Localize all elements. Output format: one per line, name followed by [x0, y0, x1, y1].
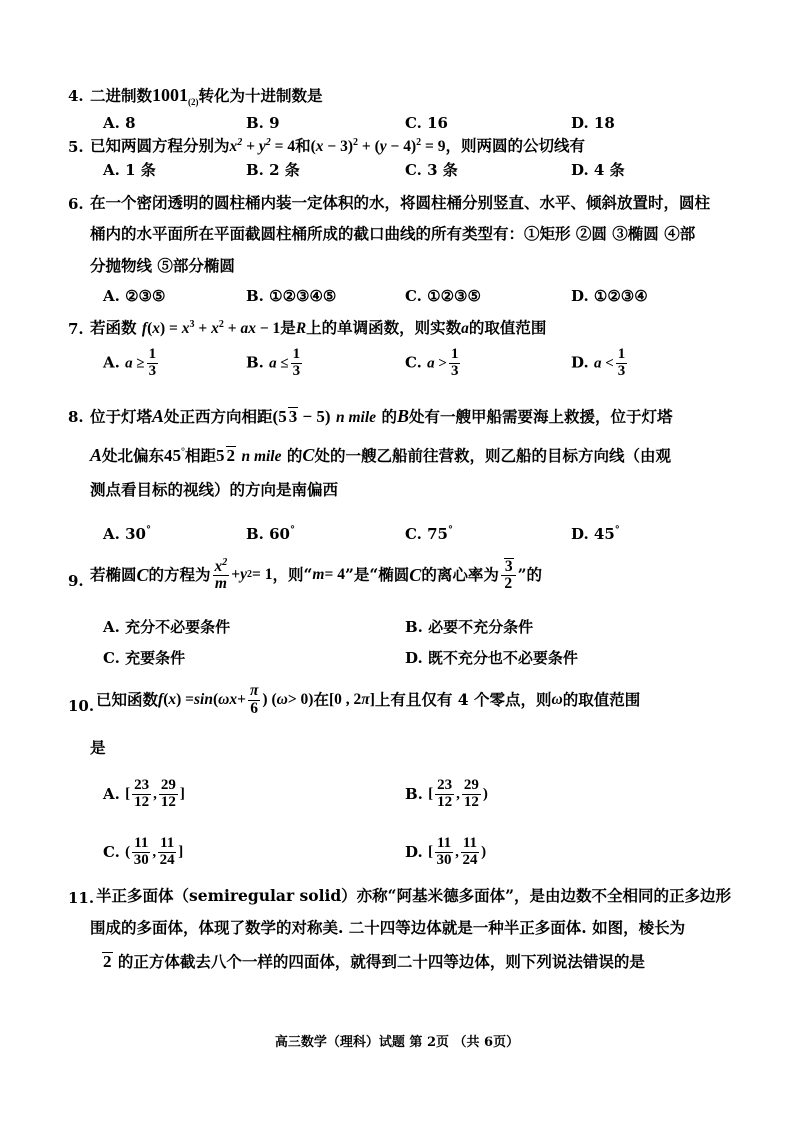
- option-d: D. 4 条: [571, 161, 625, 179]
- option-a: A. [ $\frac{23}{12}$ , $\frac{29}{12}$ ]: [103, 776, 185, 810]
- question-number: 9.: [68, 572, 84, 590]
- question-stem-line: 桶内的水平面所在平面截圆柱桶所成的截口曲线的所有类型有：①矩形 ②圆 ③椭圆 ④部: [90, 224, 696, 243]
- option-b: B. a ≤ $\frac{1}{3}$: [246, 346, 301, 379]
- question-number: 11.: [68, 889, 95, 907]
- question-number: 5.: [68, 138, 84, 156]
- question-number: 8.: [68, 408, 84, 426]
- question-stem: 已知两圆方程分别为$x^2 + y^2 = 4$和$(x - 3)^2 + (y - 4)^2 = 9$，则两圆的公切线有: [90, 136, 586, 156]
- option-b: B. [ $\frac{23}{12}$ , $\frac{29}{12}$ ): [405, 776, 488, 810]
- question-stem-line: 是: [90, 738, 106, 757]
- option-c: C. 16: [405, 114, 448, 132]
- question-number: 10.: [68, 697, 95, 715]
- option-a: A. 1 条: [103, 161, 156, 179]
- option-c: C. 充要条件: [103, 649, 186, 667]
- question-stem-line: 2 的正方体截去八个一样的四面体，就得到二十四等边体，则下列说法错误的是: [103, 952, 645, 971]
- option-b: B. 2 条: [246, 161, 300, 179]
- option-b: B. 60°: [246, 525, 295, 543]
- question-stem: 二进制数$1001_{(2)}$转化为十进制数是: [90, 85, 323, 108]
- option-a: A. 30°: [103, 525, 151, 543]
- option-a: A. a ≥ $\frac{1}{3}$: [103, 346, 157, 379]
- question-stem-line: 测点看目标的视线）的方向是南偏西: [90, 480, 339, 499]
- option-c: C. 3 条: [405, 161, 458, 179]
- option-a: A. 充分不必要条件: [103, 618, 231, 636]
- question-stem: 若椭圆 C 的方程为 $\frac{x^2}{m}$ + y 2 = 1 ，则“ m = 4 ”是“椭圆 C 的离心率为 $\frac{3}{2}$ ”的: [90, 556, 542, 593]
- option-d: D. ①②③④: [571, 287, 648, 305]
- option-c: C. a > $\frac{1}{3}$: [405, 346, 459, 379]
- question-stem-line: 在一个密闭透明的圆柱桶内装一定体积的水，将圆柱桶分别竖直、水平、倾斜放置时，圆柱: [90, 193, 711, 212]
- question-stem-line: 分抛物线 ⑤部分椭圆: [90, 256, 235, 275]
- option-a: A. 8: [103, 114, 136, 132]
- question-stem: 若函数 $f(x) = x^3 + x^2$ + ax − 1是R上的单调函数，则实数a的取值范围: [90, 318, 547, 338]
- option-c: C. ( $\frac{11}{30}$ , $\frac{11}{24}$ ]: [103, 834, 184, 868]
- question-stem-line: 半正多面体（semiregular solid）亦称“阿基米德多面体”，是由边数不全相同的正多边形: [96, 886, 732, 905]
- question-stem-line: A处北偏东45°相距5 2 n mile 的C处的一艘乙船前往营救，则乙船的目标方向线（由观: [90, 445, 671, 465]
- option-b: B. 9: [246, 114, 280, 132]
- option-d: D. [ $\frac{11}{30}$ , $\frac{11}{24}$ ): [405, 834, 487, 868]
- question-stem-line: 位于灯塔A处正西方向相距(5 3 − 5) n mile 的B处有一艘甲船需要海上救援，位于灯塔: [90, 406, 673, 426]
- option-c: C. 75°: [405, 525, 453, 543]
- option-d: D. 既不充分也不必要条件: [405, 649, 578, 667]
- option-a: A. ②③⑤: [103, 287, 166, 305]
- question-number: 4.: [68, 87, 84, 105]
- option-d: D. 18: [571, 114, 615, 132]
- option-d: D. 45°: [571, 525, 620, 543]
- option-b: B. ①②③④⑤: [246, 287, 337, 305]
- question-number: 6.: [68, 195, 84, 213]
- question-stem: 已知函数 f ( x ) = sin ( ωx + $\frac{\pi}{6}$ ) ( ω > 0) 在 [0 , 2 π ] 上有且仅有 4 个零点，则 ω 的取值范围: [96, 682, 641, 717]
- question-stem-line: 围成的多面体，体现了数学的对称美. 二十四等边体就是一种半正多面体. 如图，棱长为: [90, 918, 686, 937]
- option-b: B. 必要不充分条件: [405, 618, 534, 636]
- question-number: 7.: [68, 320, 84, 338]
- option-d: D. a < $\frac{1}{3}$: [571, 346, 626, 379]
- page-footer: 高三数学（理科）试题 第 2页 （共 6页）: [274, 1035, 520, 1050]
- option-c: C. ①②③⑤: [405, 287, 481, 305]
